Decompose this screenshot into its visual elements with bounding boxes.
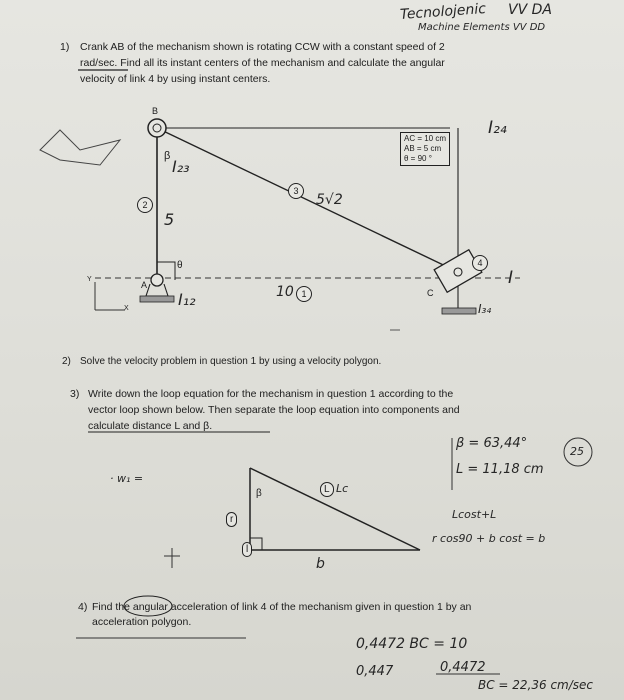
hw-5: 5	[164, 210, 175, 229]
triangle-side-b: b	[316, 556, 325, 572]
angular-circle	[124, 596, 172, 616]
triangle-side-r: r	[226, 512, 237, 527]
question1-line2: rad/sec. Find all its instant centers of the mechanism and calculate the angular	[80, 57, 445, 69]
question3-line2: vector loop shown below. Then separate the loop equation into components and	[88, 404, 460, 416]
given-ab: AB = 5 cm	[404, 144, 442, 153]
triangle-side-l-small: l	[242, 542, 252, 557]
hw-eq2: r cos90 + b cost = b	[432, 532, 546, 545]
question2-text: Solve the velocity problem in question 1 by using a velocity polygon.	[80, 356, 382, 367]
link-1-circle: 1	[296, 286, 312, 302]
axis-x-label: X	[124, 305, 129, 312]
question1-line3: velocity of link 4 by using instant centers.	[80, 73, 271, 85]
hw-calc1: 0,4472 BC = 10	[356, 636, 468, 652]
hw-l-label: Lc	[336, 482, 349, 495]
hw-beta-value: β = 63,44°	[456, 436, 528, 451]
question1-line1: Crank AB of the mechanism shown is rotating CCW with a constant speed of 2	[80, 41, 445, 53]
question1-number: 1)	[60, 41, 70, 53]
given-ac: AC = 10 cm	[404, 134, 447, 143]
hw-i23: I₂₃	[172, 157, 190, 176]
hw-i12: I₁₂	[178, 290, 196, 309]
label-beta: β	[164, 150, 171, 162]
hw-i24: I₂₄	[488, 118, 507, 138]
hw-scrap: 0,447	[356, 664, 394, 679]
hw-i34: I₃₄	[478, 302, 492, 316]
hw-10: 10	[276, 284, 294, 300]
question3-line1: Write down the loop equation for the mechanism in question 1 according to the	[88, 388, 454, 400]
link-3-circle: 3	[288, 183, 304, 199]
given-theta: θ = 90 °	[404, 154, 432, 163]
label-point-b: B	[152, 106, 159, 116]
label-theta: θ	[177, 260, 183, 271]
question2-number: 2)	[62, 356, 71, 367]
question4-number: 4)	[78, 601, 88, 613]
header-scribble-subtitle: Machine Elements VV DD	[418, 22, 546, 33]
question3-line3: calculate distance L and β.	[88, 420, 213, 432]
hw-score: 25	[570, 445, 584, 458]
hw-i-right: I	[508, 268, 514, 288]
triangle-beta: β	[256, 488, 262, 499]
header-scribble-title: Tecnolojenic	[399, 1, 487, 23]
hw-calc2: 0,4472	[440, 660, 486, 675]
question4-line2: acceleration polygon.	[92, 616, 192, 628]
hw-calc3: BC = 22,36 cm/sec	[478, 678, 594, 692]
hw-l-value: L = 11,18 cm	[456, 462, 544, 477]
hw-eq1: Lcost+L	[452, 508, 497, 521]
triangle-side-l: L	[320, 482, 334, 497]
hw-5root2: 5√2	[316, 192, 343, 208]
question4-line1: Find the angular acceleration of link 4 of the mechanism given in question 1 by an	[92, 601, 472, 613]
axis-y-label: Y	[87, 276, 92, 283]
label-point-c: C	[427, 288, 434, 298]
link-2-circle: 2	[137, 197, 153, 213]
header-scribble-marks: VV DA	[508, 2, 552, 18]
label-point-a: A	[141, 280, 148, 290]
hw-w1: · w₁ =	[110, 472, 144, 485]
question3-number: 3)	[70, 388, 80, 400]
link-4-circle: 4	[472, 255, 488, 271]
